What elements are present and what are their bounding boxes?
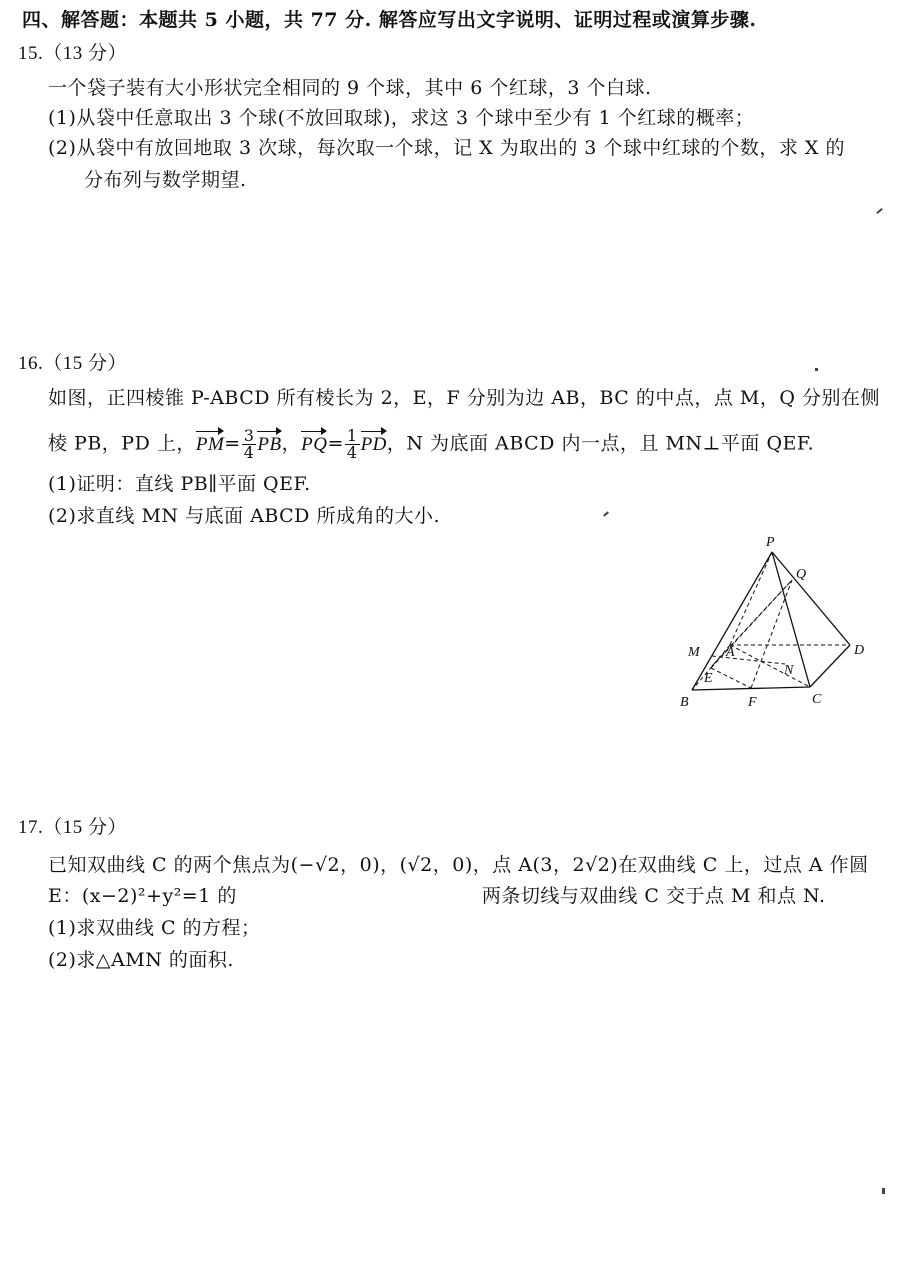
q15-part1: (1)从袋中任意取出 3 个球(不放回取球)，求这 3 个球中至少有 1 个红球的概率； — [48, 107, 755, 129]
q16-stem-line2: 棱 PB，PD 上，PM= $\frac{3}{4}$ PB，PQ= $\frac{1}{4}$ PD，N 为底面 ABCD 内一点，且 MN⊥平面 QEF. — [48, 426, 815, 462]
q17-stem-line1: 已知双曲线 C 的两个焦点为(−√2，0)，(√2，0)，点 A(3，2√2)在双曲线 C 上，过点 A 作圆 — [48, 854, 869, 876]
pyramid-figure — [670, 532, 880, 712]
fraction-denominator: 4 — [243, 443, 255, 462]
fraction-denominator: 4 — [346, 443, 358, 462]
q16-number: 16.（15 分） — [18, 353, 128, 374]
label-n: N — [784, 663, 794, 678]
label-c: C — [812, 692, 822, 707]
label-p: P — [766, 535, 775, 550]
fraction-3-4 — [242, 428, 257, 461]
fraction-numerator: 1 — [346, 426, 358, 445]
q17-number: 17.（15 分） — [18, 817, 128, 838]
label-b: B — [680, 695, 689, 710]
diagonal-ac — [730, 645, 810, 687]
vector-pq: PQ — [301, 433, 328, 455]
label-m: M — [688, 645, 700, 660]
label-a: A — [726, 645, 735, 660]
q17-stem-line2 — [48, 884, 826, 908]
q16-part2: (2)求直线 MN 与底面 ABCD 所成角的大小. — [48, 505, 440, 527]
edge-pb — [692, 552, 772, 690]
q16-stem-line2-tail: ，N 为底面 ABCD 内一点，且 MN⊥平面 QEF. — [386, 432, 815, 455]
fraction-1-4 — [345, 428, 360, 461]
scan-speck — [603, 511, 609, 516]
section-header: 四、解答题：本题共 5 小题，共 77 分. 解答应写出文字说明、证明过程或演算步骤. — [22, 9, 757, 31]
vector-pm: PM — [195, 433, 225, 455]
q15-stem: 一个袋子装有大小形状完全相同的 9 个球，其中 6 个红球，3 个白球. — [48, 77, 652, 99]
label-q: Q — [796, 567, 807, 582]
segment-eq — [711, 580, 792, 668]
scan-speck — [876, 208, 883, 214]
vector-pb: PB — [257, 433, 282, 455]
scan-speck — [815, 368, 818, 371]
q16-part1: (1)证明：直线 PB∥平面 QEF. — [48, 473, 311, 495]
fraction-numerator: 3 — [243, 426, 255, 445]
scan-speck — [882, 1188, 885, 1194]
vector-pd: PD — [360, 433, 387, 455]
q16-stem-line1: 如图，正四棱锥 P-ABCD 所有棱长为 2，E，F 分别为边 AB，BC 的中点，点 M，Q 分别在侧 — [48, 387, 880, 409]
edge-pa — [730, 552, 772, 645]
q16-stem-line2-lead: 棱 PB，PD 上， — [48, 432, 196, 455]
label-f: F — [748, 695, 757, 710]
segment-mn — [712, 656, 785, 664]
edge-pd — [772, 552, 850, 645]
q17-stem-line2-tail: 两条切线与双曲线 C 交于点 M 和点 N. — [481, 885, 826, 907]
edge-cd — [810, 645, 850, 687]
q15-part2-line2: 分布列与数学期望. — [84, 169, 247, 191]
label-e: E — [704, 671, 713, 686]
q17-stem-line2-lead: E：(x−2)²+y²=1 的 — [48, 885, 237, 907]
q17-part2: (2)求△AMN 的面积. — [48, 949, 234, 971]
q17-part1: (1)求双曲线 C 的方程； — [48, 917, 261, 939]
q15-part2-line1: (2)从袋中有放回地取 3 次球，每次取一个球，记 X 为取出的 3 个球中红球的个数，求 X 的 — [48, 137, 845, 159]
q15-number: 15.（13 分） — [18, 43, 128, 64]
label-d: D — [854, 643, 865, 658]
segment-ef — [711, 668, 751, 688]
